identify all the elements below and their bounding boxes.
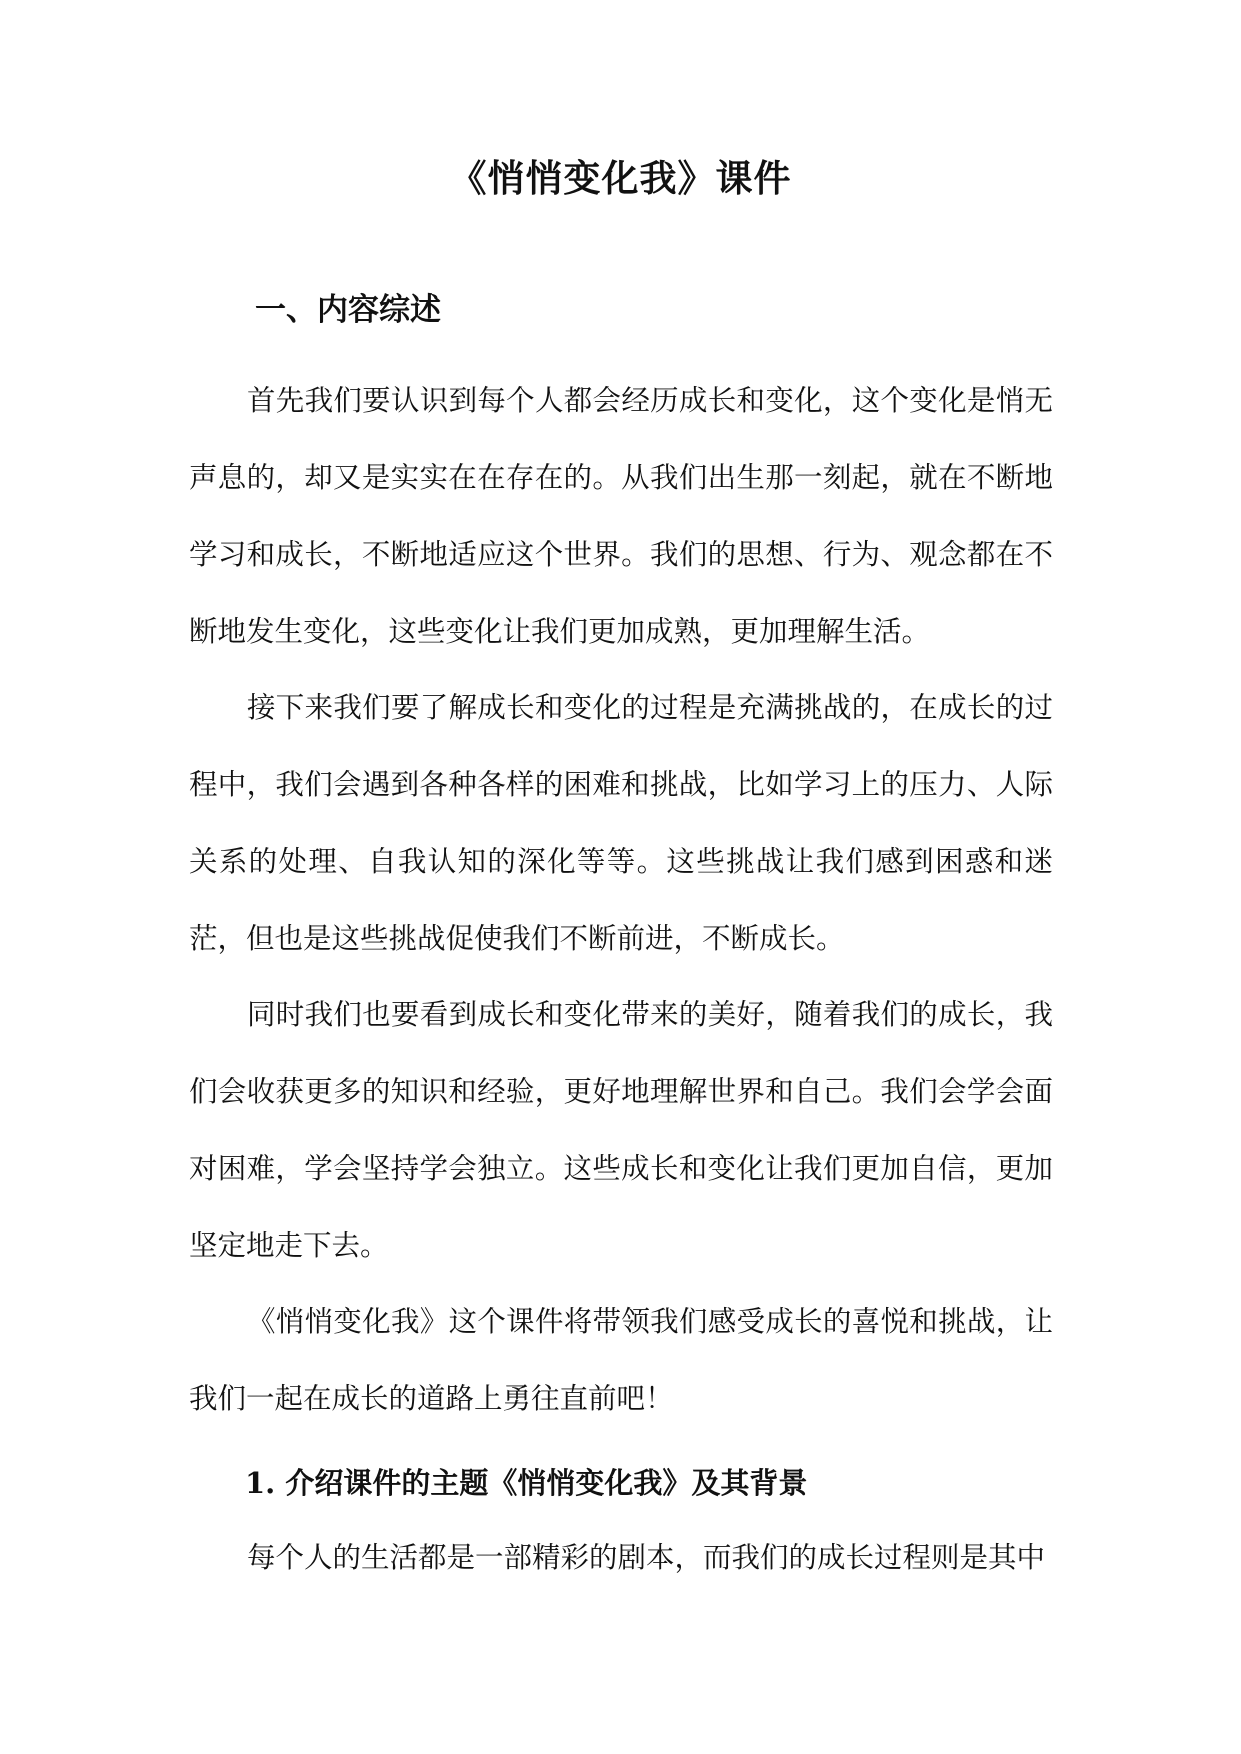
document-title: 《悄悄变化我》课件 [449, 156, 792, 200]
paragraph-challenges: 接下来我们要了解成长和变化的过程是充满挑战的，在成长的过程中，我们会遇到各种各样的困难和挑战，比如学习上的压力、人际关系的处理、自我认知的深化等等。这些挑战让我们感到困惑和迷茫，但也是这些挑战促使我们不断前进，不断成长。 [189, 691, 1053, 955]
paragraph-courseware-intro: 《悄悄变化我》这个课件将带领我们感受成长的喜悦和挑战，让我们一起在成长的道路上勇往直前吧！ [189, 1305, 1053, 1415]
subsection-heading-theme: 1. 介绍课件的主题《悄悄变化我》及其背景 [245, 1466, 808, 1500]
paragraph-benefits: 同时我们也要看到成长和变化带来的美好，随着我们的成长，我们会收获更多的知识和经验，更好地理解世界和自己。我们会学会面对困难，学会坚持学会独立。这些成长和变化让我们更加自信，更加坚定地走下去。 [189, 998, 1053, 1262]
paragraph-growth-change: 首先我们要认识到每个人都会经历成长和变化，这个变化是悄无声息的，却又是实实在在存在的。从我们出生那一刻起，就在不断地学习和成长，不断地适应这个世界。我们的思想、行为、观念都在不断地发生变化，这些变化让我们更加成熟，更加理解生活。 [189, 384, 1053, 648]
section-heading-overview: 一、内容综述 [255, 292, 441, 328]
paragraph-life-script: 每个人的生活都是一部精彩的剧本，而我们的成长过程则是其中 [247, 1541, 1046, 1574]
